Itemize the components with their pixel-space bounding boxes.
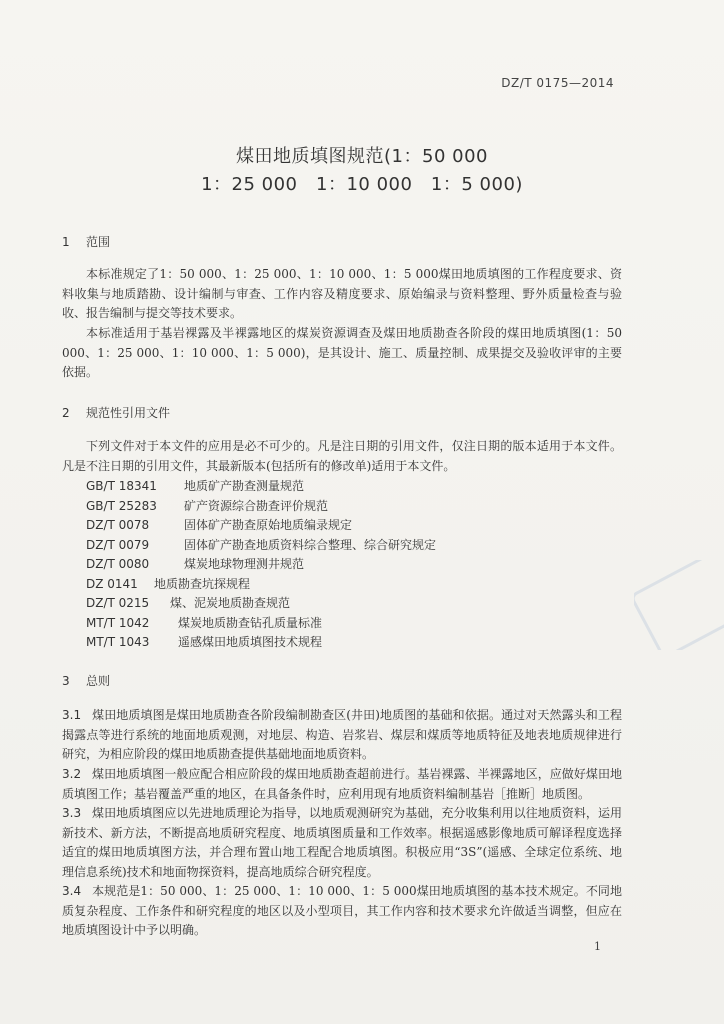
section-2-intro: 下列文件对于本文件的应用是必不可少的。凡是注日期的引用文件，仅注日期的版本适用于本文件。凡是不注日期的引用文件，其最新版本(包括所有的修改单)适用于本文件。 (62, 439, 622, 473)
reference-code: DZ/T 0079 (86, 537, 150, 552)
reference-item (86, 497, 436, 517)
section-1-heading (62, 233, 110, 250)
section-number: 2 (62, 406, 70, 420)
reference-code: DZ/T 0080 (86, 557, 150, 571)
reference-code: GB/T 25283 (86, 498, 157, 513)
reference-item (86, 594, 436, 614)
watermark-stamp-icon (634, 560, 724, 650)
clause-3-1 (62, 706, 622, 765)
reference-title: 遥感煤田地质填图技术规程 (178, 635, 323, 649)
section-2-heading (62, 404, 170, 421)
reference-item (86, 575, 436, 595)
clause-number: 3.3 (62, 806, 82, 820)
reference-title: 煤、泥炭地质勘查规范 (170, 596, 291, 610)
reference-code: DZ/T 0078 (86, 518, 150, 532)
reference-code: DZ/T 0215 (86, 596, 150, 610)
reference-title: 固体矿产勘查地质资料综合整理、综合研究规定 (184, 537, 437, 552)
reference-code: MT/T 1043 (86, 635, 150, 649)
reference-title: 矿产资源综合勘查评价规范 (184, 498, 329, 513)
section-title: 范围 (86, 235, 111, 249)
clause-3-3 (62, 804, 622, 882)
reference-code: MT/T 1042 (86, 615, 150, 630)
section-title: 总则 (86, 674, 111, 688)
clause-text: 煤田地质填图是煤田地质勘查各阶段编制勘查区(井田)地质图的基础和依据。通过对天然露头和工程揭露点等进行系统的地面地质观测，对地层、构造、岩浆岩、煤层和煤质等地质特征及地表地质规律进行研究，为相应阶段的煤田地质勘查提供基础地面地质资料。 (62, 708, 622, 761)
document-title-line-1: 煤田地质填图规范(1：50 000 (236, 146, 488, 167)
reference-item (86, 516, 436, 536)
clause-text: 本规范是1：50 000、1：25 000、1：10 000、1：5 000煤田地质填图的基本技术规定。不同地质复杂程度、工作条件和研究程度的地区以及小型项目，其工作内容和技术要求允许做适当调整，但应在地质填图设计中予以明确。 (62, 884, 622, 937)
reference-title: 煤炭地球物理测井规范 (184, 557, 305, 571)
clause-number: 3.4 (62, 884, 82, 898)
section-3-heading (62, 672, 110, 689)
reference-item (86, 633, 436, 653)
section-1-paragraph-2: 本标准适用于基岩裸露及半裸露地区的煤炭资源调查及煤田地质勘查各阶段的煤田地质填图(1：50 000、1：25 000、1：10 000、1：5 000)，是其设计、施工、质量控制、成果提交及验收评审的主要依据。 (62, 326, 622, 379)
clause-number: 3.1 (62, 708, 82, 722)
reference-title: 固体矿产勘查原始地质编录规定 (184, 518, 353, 532)
page-number: 1 (594, 940, 601, 953)
reference-list (86, 477, 436, 653)
reference-code: DZ 0141 (86, 576, 138, 591)
section-number: 1 (62, 235, 70, 249)
section-title: 规范性引用文件 (86, 406, 171, 420)
reference-title: 地质矿产勘查测量规范 (184, 479, 305, 493)
clause-3-2 (62, 765, 622, 804)
clause-number: 3.2 (62, 767, 82, 781)
reference-item (86, 614, 436, 634)
clause-3-4 (62, 882, 622, 941)
clause-text: 煤田地质填图应以先进地质理论为指导，以地质观测研究为基础，充分收集利用以往地质资料，运用新技术、新方法，不断提高地质研究程度、地质填图质量和工作效率。根据遥感影像地质可解译程度选择适宜的煤田地质填图方法，并合理布置山地工程配合地质填图。积极应用“3S”(遥感、全球定位系统、地理信息系统)技术和地面物探资料，提高地质综合研究程度。 (62, 806, 622, 879)
reference-code: GB/T 18341 (86, 479, 157, 493)
document-title-line-2: 1：25 000 1：10 000 1：5 000) (201, 174, 523, 195)
reference-title: 煤炭地质勘查钻孔质量标准 (178, 615, 323, 630)
reference-title: 地质勘查坑探规程 (154, 576, 251, 591)
section-number: 3 (62, 674, 70, 688)
section-1-paragraph-1: 本标准规定了1：50 000、1：25 000、1：10 000、1：5 000煤田地质填图的工作程度要求、资料收集与地质踏勘、设计编制与审查、工作内容及精度要求、原始编录与资料整理、野外质量检查与验收、报告编制与提交等技术要求。 (62, 267, 622, 320)
reference-item (86, 536, 436, 556)
reference-item (86, 555, 436, 575)
standard-code: DZ/T 0175—2014 (501, 76, 614, 90)
reference-item (86, 477, 436, 497)
clause-text: 煤田地质填图一般应配合相应阶段的煤田地质勘查超前进行。基岩裸露、半裸露地区，应做好煤田地质填图工作；基岩覆盖严重的地区，在具备条件时，应利用现有地质资料编制基岩［推断］地质图。 (62, 767, 622, 801)
